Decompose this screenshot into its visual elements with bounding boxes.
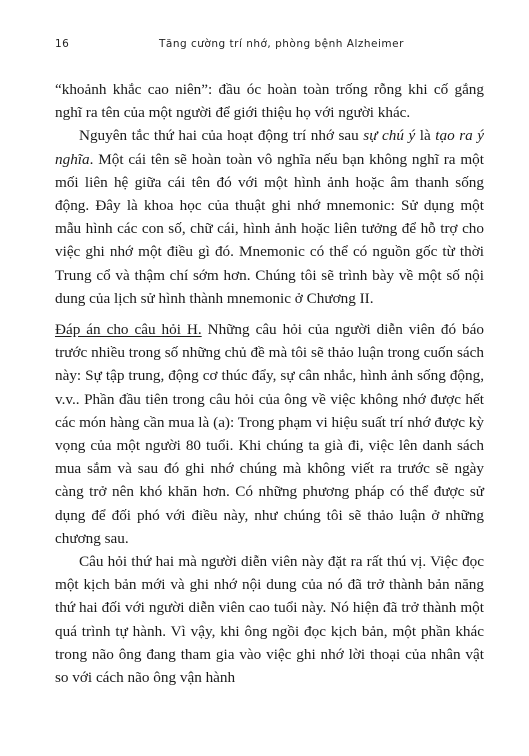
answer-heading: Đáp án cho câu hỏi H.: [55, 321, 202, 339]
paragraph-text: . Một cái tên sẽ hoàn toàn vô nghĩa nếu bạn không nghĩ ra một mối liên hệ giữa cái tên đó với một hình ảnh hoặc âm thanh sống động. Đây là khoa học của thuật ghi nhớ mnemonic: Sử dụng một mẫu hình các con số, chữ cái, hình ảnh hoặc liên tưởng để hỗ trợ cho việc ghi nhớ một điều gì đó. Mnemonic có thể có nguồn gốc từ thời Trung cổ và thậm chí sớm hơn. Chúng tôi sẽ trình bày về một số nội dung của lịch sử hình thành mnemonic ở Chương II.: [55, 150, 484, 307]
paragraph-second-question: [55, 550, 484, 689]
italic-term: tạo ra ý nghĩa: [55, 127, 484, 168]
paragraph-second-principle: [55, 124, 484, 310]
paragraph-text: là: [415, 127, 436, 145]
running-title: Tăng cường trí nhớ, phòng bệnh Alzheimer: [159, 38, 404, 50]
paragraph-text: “khoảnh khắc cao niên”: đầu óc hoàn toàn trống rỗng khi cố gắng nghĩ ra tên của một người để giới thiệu họ với người khác.: [55, 81, 484, 122]
paragraph-text: Câu hỏi thứ hai mà người diễn viên này đặt ra rất thú vị. Việc đọc một kịch bản mới và ghi nhớ nội dung của nó đã trở thành bản năng thứ hai đối với người diễn viên cao tuổi này. Nó hiện đã trở thành một quá trình tự hành. Vì vậy, khi ông ngồi đọc kịch bản, một phần khác trong não ông đang tham gia vào việc ghi nhớ lời thoại của nhân vật so với cách não ông vận hành: [55, 553, 484, 687]
running-header: [55, 38, 484, 52]
body-text: [55, 78, 484, 689]
page-number: 16: [55, 38, 70, 50]
paragraph-text: Nguyên tắc thứ hai của hoạt động trí nhớ sau: [79, 127, 364, 145]
italic-term: sự chú ý: [363, 127, 416, 145]
paragraph-continued: [55, 78, 484, 124]
paragraph-text: Những câu hỏi của người diễn viên đó báo trước nhiều trong số những chủ đề mà tôi sẽ thảo luận trong cuốn sách này: Sự tập trung, động cơ thúc đẩy, sự cân nhắc, hình ảnh sống động, v.v.. Phần đầu tiên trong câu hỏi của ông về việc không nhớ được hết các món hàng cần mua là (a): Trong phạm vi hiệu suất trí nhớ được kỳ vọng của một người 80 tuổi. Khi chúng ta già đi, việc lên danh sách mua sắm và sau đó ghi nhớ chúng mà không viết ra trước sẽ ngày càng trở nên khó khăn hơn. Có những phương pháp có thể được sử dụng để đối phó với điều này, như chúng tôi sẽ thảo luận ở những chương sau.: [55, 321, 484, 547]
paragraph-answer-h: [55, 318, 484, 550]
